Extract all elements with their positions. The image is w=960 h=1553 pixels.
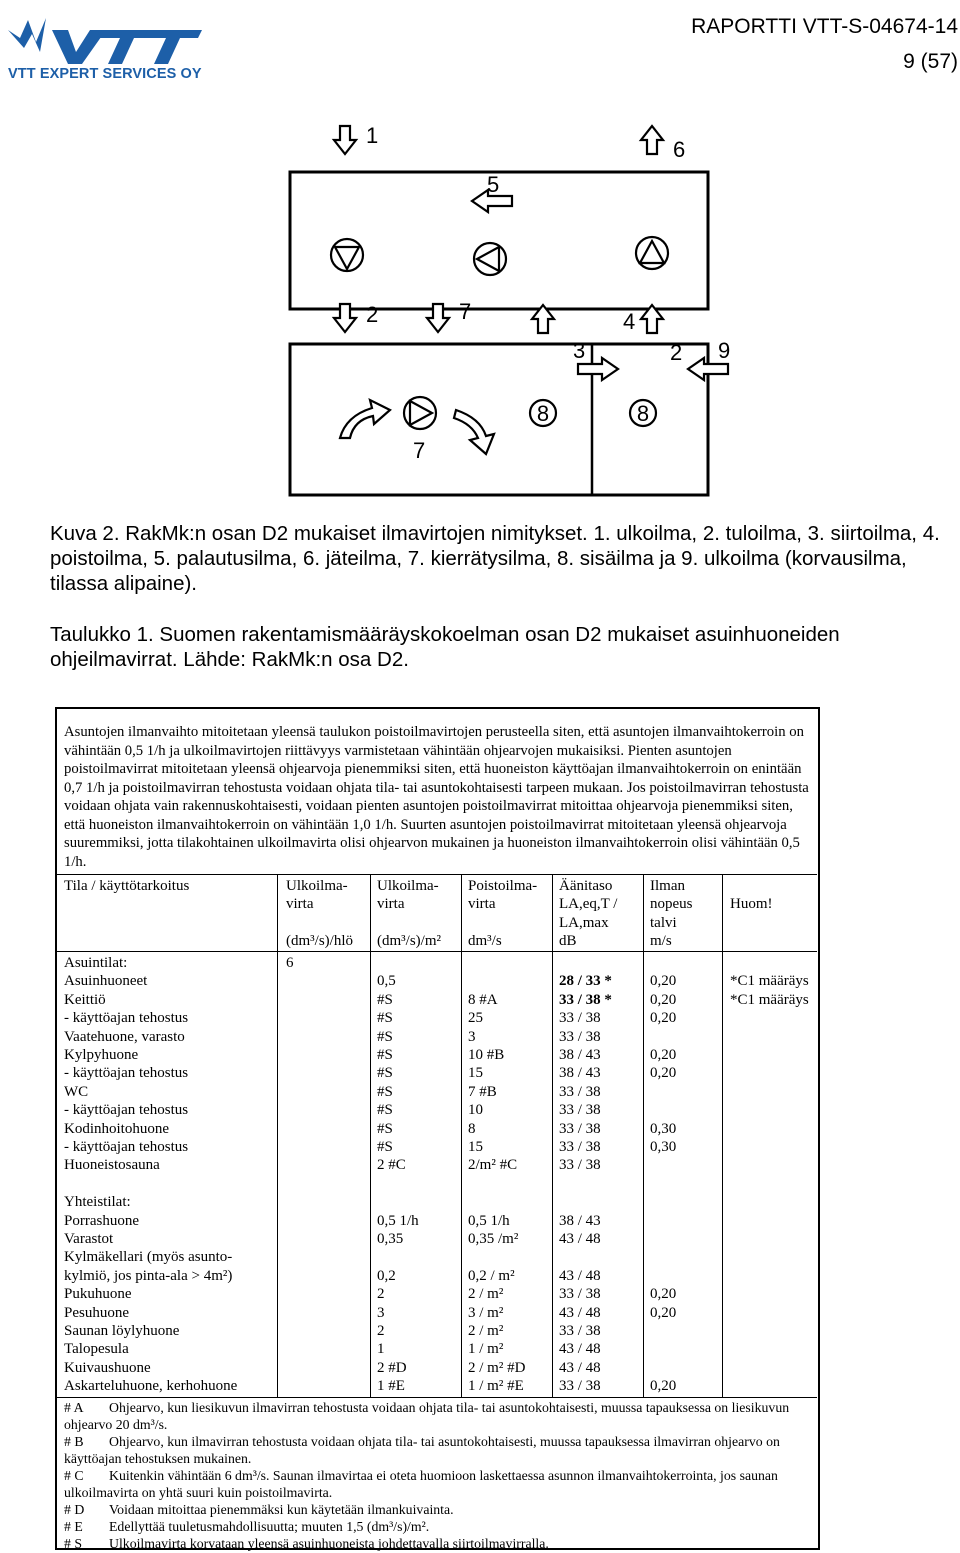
table-note [64,1501,816,1518]
table-cell: #S [377,1065,393,1082]
table-cell: 38 / 43 [559,1065,601,1082]
header-col-velocity-l3: talvi [650,915,677,931]
table-cell: *C1 määräys [730,991,809,1008]
label-3: 3 [573,338,586,363]
row-label: Askarteluhuone, kerhohuone [64,1378,238,1395]
row-label: Asuinhuoneet [64,973,148,990]
report-id: RAPORTTI VTT-S-04674-14 [691,15,958,38]
table-cell: 38 / 43 [559,1212,601,1229]
note-code: # D [64,1502,85,1517]
label-6: 6 [673,137,686,162]
table-cell: 43 / 48 [559,1359,601,1376]
table-cell: 15 [468,1065,483,1082]
table-cell: 3 [377,1304,385,1321]
table-cell: 2 [377,1323,385,1339]
header-col-note: Huom! [730,896,773,912]
note-text: Edellyttää tuuletusmahdollisuutta; muuten 1,5 (dm³/s)/m². [109,1519,430,1534]
table-cell: 2 #C [377,1157,406,1174]
row-label: Kuivaushuone [64,1359,151,1376]
table-cell: *C1 määräys [730,973,809,990]
header-col-velocity-l1: Ilman [650,878,685,894]
row-label: Huoneistosauna [64,1157,160,1174]
table-cell: 3 [468,1028,476,1045]
table-cell: 1 / m² #E [468,1378,524,1395]
table-cell: 0,5 1/h [468,1212,510,1229]
note-text: Ohjearvo, kun ilmavirran tehostusta voidaan ohjata tila- tai asuntokohtaisesti, muussa tapauksessa ilmavirran ohjearvo on käyttöajan tehostuksen mukainen. [64,1434,780,1466]
header-col-outdoor-area-l2: virta [377,896,405,912]
header-col-exhaust-l2: virta [468,896,496,912]
table-cell: 33 / 38 [559,1157,601,1174]
table-cell: 33 / 38 [559,1286,601,1303]
table-cell: 2 [377,1286,385,1303]
note-code: # S [64,1536,83,1551]
indoor-air-marker [530,400,556,426]
header-col-sound-l1: Äänitaso [559,878,613,894]
table-cell: #S [377,1083,393,1100]
table-intro: Asuntojen ilmanvaihto mitoitetaan yleensä taulukon poistoilmavirtojen perusteella siten, että asuntojen ilmanvaihtokerroin on vähintään 0,5 1/h ja ulkoilmavirtojen riittävyys varmistetaan vähintään ohjearvojen mukaisiksi. Pienten asuntojen poistoilmavirrat mitoitetaan yleensä ohjearvoja pienemmiksi siten, että huoneiston käyttöajan ilmanvaihtokerroin on enintään 0,7 1/h ja poistoilmavirran tehostusta voidaan ohjata tila- tai asuntokohtaisesti tarpeen mukaan. Jos poistoilmavirran tehostusta voidaan ohjata vain rakennuskohtaisesti, voidaan pienten asuntojen poistoilmavirrat mitoittaa ohjearvoja pienemmiksi siten, että huoneiston ilmanvaihtokerroin on vähintään 1,0 1/h. Suurten asuntojen poistoilmavirrat mitoitetaan yleensä ohjearvoja suuremmiksi, jotta tilakohtainen ulkoilmavirta olisi ohjearvon mukainen ja huoneiston ilmanvaihtokerroin olisi vähintään 0,5 1/h. [64,724,809,870]
table-cell: 0,5 [377,973,396,990]
row-label: Kylpyhuone [64,1047,139,1063]
table-cell: 0,30 [650,1120,677,1137]
col-divider [643,874,644,1397]
header-col-exhaust-l1: Poistoilma- [468,878,538,894]
table-cell: 2 / m² [468,1286,504,1303]
table-cell: 33 / 38 [559,1010,601,1027]
row-label: Talopesula [64,1341,129,1358]
table-cell: 0,20 [650,1378,677,1395]
table-cell: 33 / 38 [559,1323,601,1339]
row-label: Kylmäkellari (myös asunto- [64,1249,233,1266]
label-2b: 2 [670,340,683,365]
table-cell: 43 / 48 [559,1341,601,1358]
table-cell: 8 #A [468,991,498,1008]
label-2: 2 [366,302,379,327]
row-label: - käyttöajan tehostus [64,1102,189,1119]
table-cell: 7 #B [468,1083,497,1100]
supply-fan-icon [331,239,363,271]
svg-text:8: 8 [536,401,550,426]
header-rule [57,951,817,952]
table-cell: 1 / m² [468,1341,504,1358]
table-cell: #S [377,1047,393,1063]
table-cell: #S [377,991,393,1008]
label-7b: 7 [413,438,426,463]
header-col-sound-unit: dB [559,933,577,949]
exhaust-fan-icon [636,237,668,269]
table-cell: 2/m² #C [468,1157,518,1174]
table-cell: #S [377,1028,393,1045]
table-cell: 33 / 38 [559,1083,601,1100]
col-divider [461,874,462,1397]
row-label: Pesuhuone [64,1304,129,1321]
header-col-velocity-unit: m/s [650,933,672,949]
table-cell: 15 [468,1139,483,1155]
table-cell: 33 / 38 [559,1120,601,1137]
table-cell: 38 / 43 [559,1047,601,1063]
table-note [64,1518,816,1535]
indoor-air-marker [630,400,656,426]
header-col-outdoor-area-l1: Ulkoilma- [377,878,439,894]
label-4: 4 [623,309,636,334]
arrow-outdoor-air [334,126,356,154]
row-label: WC [64,1083,89,1100]
airflow-diagram [280,118,740,503]
note-code: # E [64,1519,83,1534]
table-cell: 0,20 [650,1286,677,1303]
table-note [64,1433,816,1467]
label-7: 7 [459,299,472,324]
table-cell: 0,2 [377,1267,396,1284]
note-text: Ulkoilmavirta korvataan yleensä asuinhuoneista johdettavalla siirtoilmavirralla. [109,1536,549,1551]
curved-arrow-in [340,400,390,438]
table-cell: 33 / 38 [559,1139,601,1155]
page-number: 9 (57) [903,50,958,73]
svg-text:8: 8 [636,401,650,426]
header-col-outdoor-person-l1: Ulkoilma- [286,878,348,894]
col-divider [277,874,278,1397]
row-label: Yhteistilat: [64,1194,131,1211]
note-code: # B [64,1434,84,1449]
row-label: Asuintilat: [64,955,128,971]
table-note [64,1399,816,1433]
row-label: Vaatehuone, varasto [64,1028,185,1045]
table-cell: 33 / 38 [559,1028,601,1045]
table-cell: 0,35 [377,1231,404,1247]
room-fan-icon [404,397,436,429]
note-code: # C [64,1468,84,1483]
row-label: Varastot [64,1231,114,1247]
table-cell: 33 / 38 * [559,991,612,1008]
label-9: 9 [718,338,731,363]
label-1: 1 [366,123,379,148]
table-cell: 0,20 [650,1047,677,1063]
table-cell: 0,20 [650,973,677,990]
row-label: Porrashuone [64,1212,139,1229]
header-rule [57,874,817,875]
table-note [64,1467,816,1501]
col-divider [722,874,723,1397]
table-cell: #S [377,1139,393,1155]
table-cell: 43 / 48 [559,1231,601,1247]
row-label: Keittiö [64,991,106,1008]
table-cell: 2 / m² [468,1323,504,1339]
table-cell: 0,30 [650,1139,677,1155]
table-cell: 6 [286,955,294,971]
table-cell: 33 / 38 [559,1378,601,1395]
row-label: Saunan löylyhuone [64,1323,180,1339]
table-cell: 10 #B [468,1047,505,1063]
table-cell: 0,20 [650,1010,677,1027]
table-cell: 33 / 38 [559,1102,601,1119]
table-cell: 3 / m² [468,1304,504,1321]
header-col-outdoor-person-l2: virta [286,896,314,912]
header-col-outdoor-area-unit: (dm³/s)/m² [377,933,441,949]
note-code: # A [64,1400,84,1415]
table-cell: 8 [468,1120,476,1137]
header-col-outdoor-person-unit: (dm³/s)/hlö [286,933,353,949]
table-cell: 0,35 /m² [468,1231,519,1247]
row-label: Pukuhuone [64,1286,132,1303]
header-col-velocity-l2: nopeus [650,896,693,912]
logo-subtitle: VTT EXPERT SERVICES OY [8,66,202,82]
col-divider [370,874,371,1397]
table-note [64,1535,816,1552]
table-cell: 28 / 33 * [559,973,612,990]
header-col-space: Tila / käyttötarkoitus [64,878,190,894]
arrow-exhaust-air [641,126,663,154]
table-cell: 1 [377,1341,385,1358]
header-col-exhaust-unit: dm³/s [468,933,502,949]
table-cell: 2 / m² #D [468,1359,526,1376]
table-cell: 0,5 1/h [377,1212,419,1229]
table-cell: 0,20 [650,1065,677,1082]
table-cell: #S [377,1120,393,1137]
header-col-sound-l2: LA,eq,T / [559,896,618,912]
recirculation-fan-icon [474,243,506,275]
row-label: - käyttöajan tehostus [64,1010,189,1027]
table-cell: 43 / 48 [559,1267,601,1284]
label-5: 5 [487,172,500,197]
header-col-sound-l3: LA,max [559,915,609,931]
note-text: Kuitenkin vähintään 6 dm³/s. Saunan ilmavirtaa ei oteta huomioon laskettaessa asunnon ilmanvaihtokerrointa, jos saunan ulkoilmavirta on yhtä suuri kuin poistoilmavirta. [64,1468,778,1500]
table-cell: 2 #D [377,1359,407,1376]
airflow-table [55,707,820,1550]
row-label: - käyttöajan tehostus [64,1065,189,1082]
figure-caption: Kuva 2. RakMk:n osan D2 mukaiset ilmavirtojen nimitykset. 1. ulkoilma, 2. tuloilma, 3. siirtoilma, 4. poistoilma, 5. palautusilma, 6. jäteilma, 7. kierrätysilma, 8. sisäilma ja 9. ulkoilma (korvausilma, tilassa alipaine). [50,522,940,595]
table-cell: 10 [468,1102,483,1119]
note-text: Voidaan mitoittaa pienemmäksi kun käytetään ilmankuivainta. [109,1502,454,1517]
curved-arrow-out [454,410,494,454]
table-cell: 0,20 [650,1304,677,1321]
notes-rule [57,1397,817,1398]
table-cell: #S [377,1102,393,1119]
table-caption: Taulukko 1. Suomen rakentamismääräyskokoelman osan D2 mukaiset asuinhuoneiden ohjeilmavirrat. Lähde: RakMk:n osa D2. [50,623,840,671]
table-cell: 0,20 [650,991,677,1008]
col-divider [552,874,553,1397]
row-label: - käyttöajan tehostus [64,1139,189,1155]
table-cell: 0,2 / m² [468,1267,515,1284]
table-cell: 25 [468,1010,483,1027]
table-cell: 43 / 48 [559,1304,601,1321]
table-cell: #S [377,1010,393,1027]
row-label: kylmiö, jos pinta-ala > 4m²) [64,1267,233,1284]
table-cell: 1 #E [377,1378,405,1395]
note-text: Ohjearvo, kun liesikuvun ilmavirran tehostusta voidaan ohjata tila- tai asuntokohtaisesti, muussa tapauksessa on liesikuvun ohjearvo 20 dm³/s. [64,1400,790,1432]
row-label: Kodinhoitohuone [64,1120,169,1137]
